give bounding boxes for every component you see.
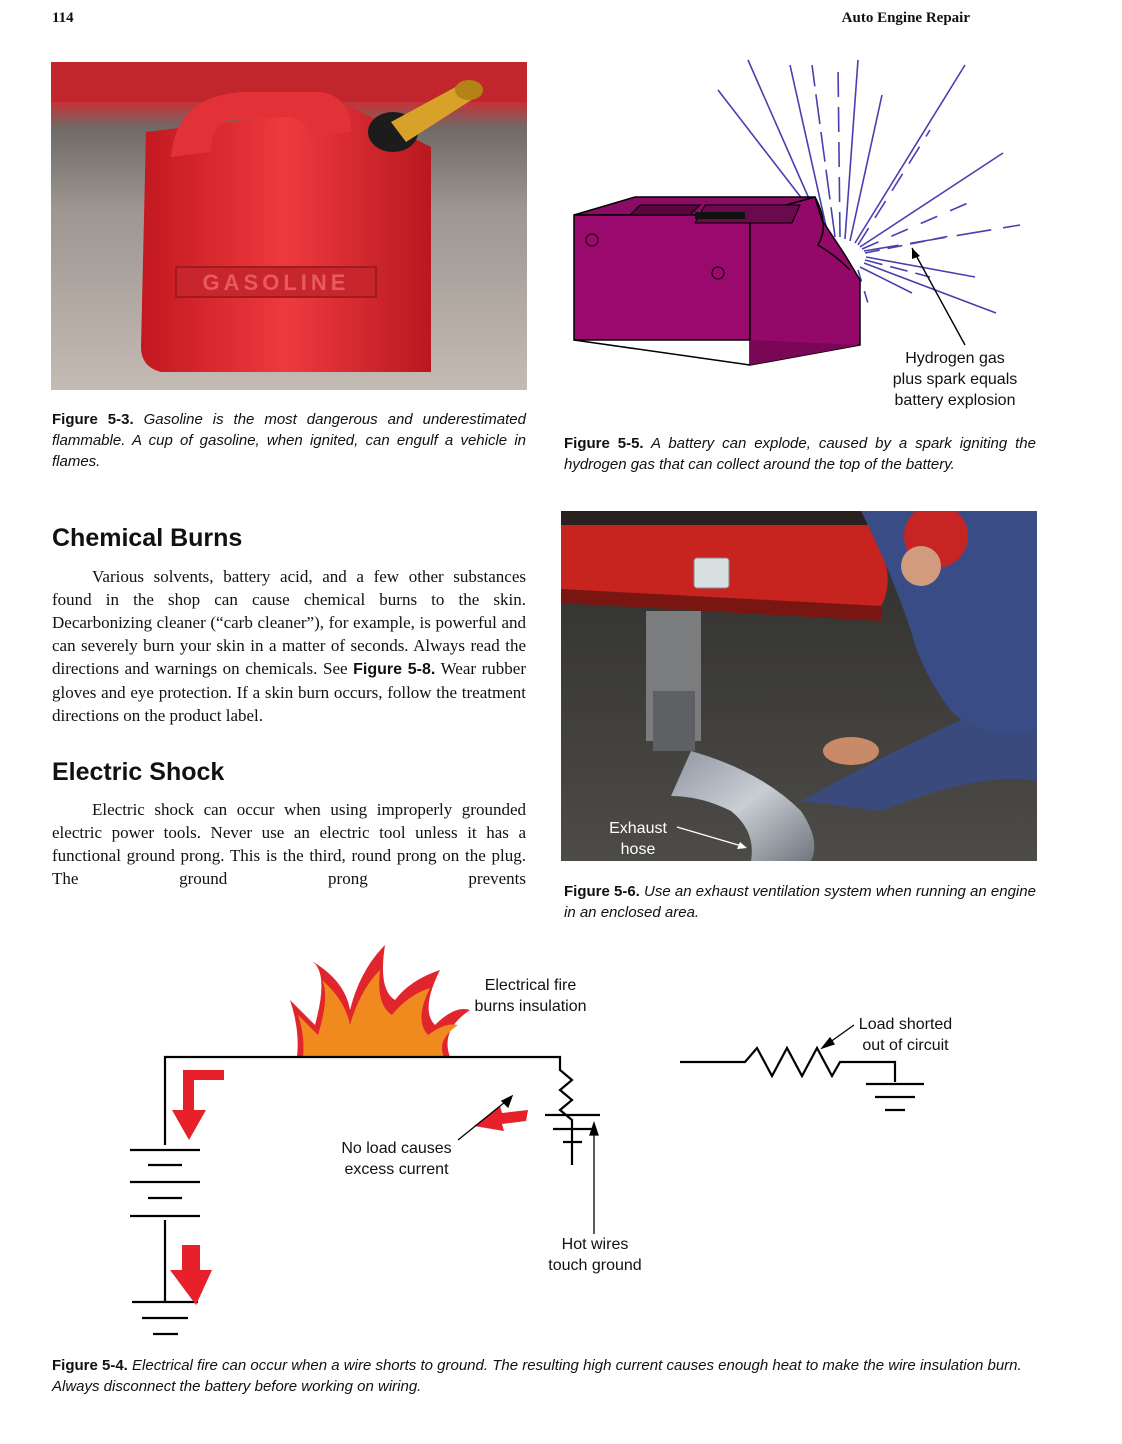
noload-label-line1: No load causes xyxy=(341,1140,452,1157)
no-load-label xyxy=(334,1138,459,1180)
load-shorted-label xyxy=(848,1014,963,1056)
hydrogen-callout-line3: battery explosion xyxy=(894,392,1016,409)
battery xyxy=(574,197,860,365)
hot-wires-label xyxy=(540,1234,650,1276)
hydrogen-callout-line1: Hydrogen gas xyxy=(905,350,1005,367)
exhaust-hose-callout xyxy=(598,818,678,860)
flame-icon xyxy=(290,945,470,1057)
exhaust-hose-photo xyxy=(561,511,1037,861)
chemical-text-before: Various solvents, battery acid, and a few other substances found in the shop can cause chemical burns to the skin. Decarbonizing cleaner (“carb cleaner”), for example, is powerful and can severely burn your skin in a matter of seconds. Always read the directions and warnings on chemicals. See xyxy=(52,567,526,678)
figure-5-6-label: Figure 5-6. xyxy=(564,883,640,900)
electric-shock-paragraph xyxy=(52,798,526,890)
figure-5-4-label: Figure 5-4. xyxy=(52,1357,128,1374)
hydrogen-gas-callout xyxy=(890,348,1020,411)
exhaust-callout-line1: Exhaust xyxy=(609,820,667,837)
figure-5-6-caption-text: Use an exhaust ventilation system when running an engine in an enclosed area. xyxy=(564,883,1036,921)
chemical-burns-heading: Chemical Burns xyxy=(52,524,243,552)
figure-5-5-label: Figure 5-5. xyxy=(564,435,644,452)
figure-5-4-caption-text: Electrical fire can occur when a wire shorts to ground. The resulting high current causes enough heat to make the wire insulation burn. Always disconnect the battery before working on wiring. xyxy=(52,1357,1022,1395)
noload-label-line2: excess current xyxy=(344,1161,449,1178)
running-header-title: Auto Engine Repair xyxy=(841,10,970,26)
fire-label-line2: burns insulation xyxy=(474,998,587,1015)
load-label-line1: Load shorted xyxy=(858,1016,953,1033)
hydrogen-callout-line2: plus spark equals xyxy=(892,371,1018,388)
hot-label-line1: Hot wires xyxy=(561,1236,629,1253)
chemical-burns-paragraph xyxy=(52,565,526,727)
figure-5-8-reference: Figure 5-8. xyxy=(353,661,436,678)
chemical-text-after: Wear rubber gloves and eye protection. If a skin burn occurs, follow the treatment directions on the product label. xyxy=(52,659,527,725)
electric-shock-heading: Electric Shock xyxy=(52,758,225,786)
load-label-line2: out of circuit xyxy=(862,1037,949,1054)
figure-5-5-caption-text: A battery can explode, caused by a spark igniting the hydrogen gas that can collect around the top of the battery. xyxy=(564,435,1036,473)
current-arrows xyxy=(170,1070,528,1305)
figure-5-3-caption-text: Gasoline is the most dangerous and underestimated flammable. A cup of gasoline, when ignited, can engulf a vehicle in flames. xyxy=(52,411,526,470)
exhaust-callout-line2: hose xyxy=(620,841,656,858)
electrical-fire-label xyxy=(468,975,593,1017)
page-number: 114 xyxy=(52,10,74,26)
figure-5-6-caption xyxy=(564,881,1036,923)
electric-shock-text: Electric shock can occur when using improperly grounded electric power tools. Never use an electric tool unless it has a functional ground prong. This is the third, round prong on the plug. The ground prong prevents xyxy=(52,800,526,888)
figure-5-5-caption xyxy=(564,433,1036,475)
figure-5-3-label: Figure 5-3. xyxy=(52,411,134,428)
gasoline-label-text: GASOLINE xyxy=(202,270,350,295)
figure-5-3-caption xyxy=(52,409,526,472)
gasoline-can-photo xyxy=(51,62,527,390)
fire-label-line1: Electrical fire xyxy=(484,977,577,994)
hot-label-line2: touch ground xyxy=(548,1257,642,1274)
figure-5-4-caption xyxy=(52,1355,1042,1397)
